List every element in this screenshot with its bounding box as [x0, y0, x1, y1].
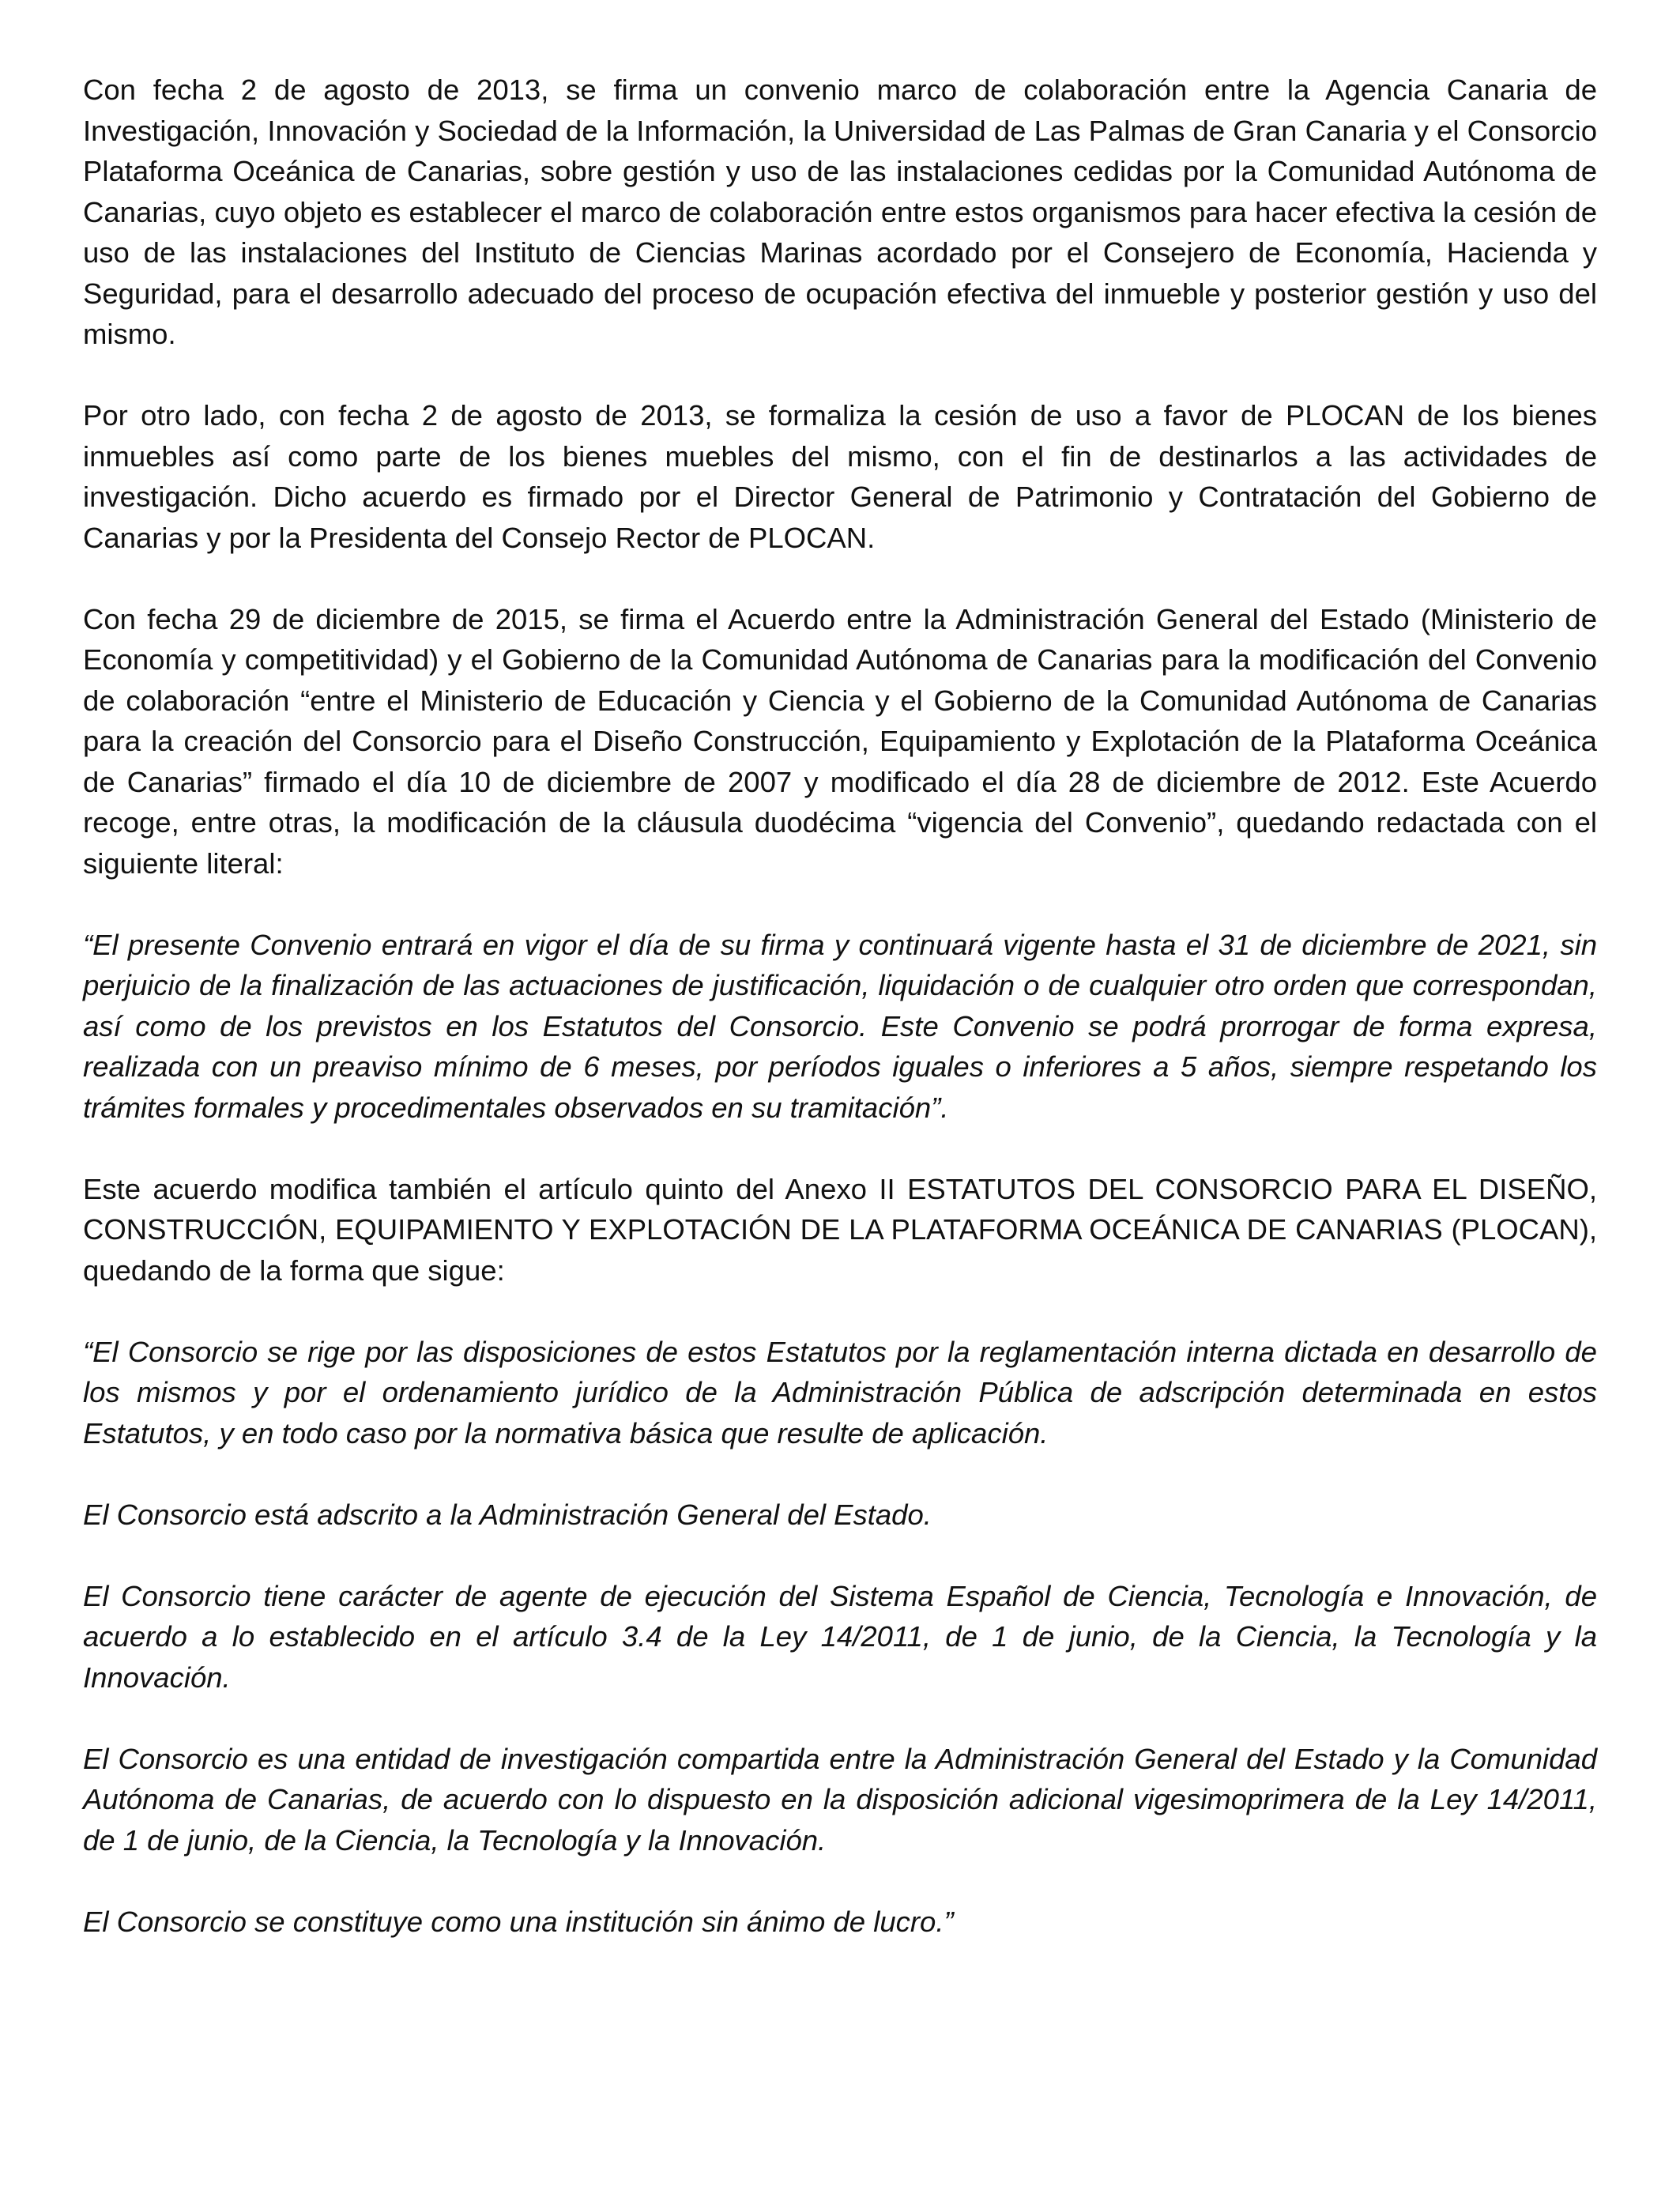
paragraph-cesion-uso: Por otro lado, con fecha 2 de agosto de 2013, se formaliza la cesión de uso a favor de PLOCAN de los bienes inmuebles así como parte de los bienes muebles del mismo, con el fin de destinarlos a las actividades de investigación. Dicho acuerdo es firmado por el Director General de Patrimonio y Contratación del Gobierno de Canarias y por la Presidenta del Consejo Rector de PLOCAN. [83, 399, 1597, 554]
paragraph-modificacion-estatutos: Este acuerdo modifica también el artículo quinto del Anexo II ESTATUTOS DEL CONSORCIO PARA EL DISEÑO, CONSTRUCCIÓN, EQUIPAMIENTO Y EXPLOTACIÓN DE LA PLATAFORMA OCEÁNICA DE CANARIAS (PLOCAN), quedando de la forma que sigue: [83, 1172, 1597, 1287]
document-body [83, 70, 1597, 1983]
quote-sin-animo-lucro: El Consorcio se constituye como una institución sin ánimo de lucro.” [83, 1905, 954, 1938]
quote-entidad-compartida: El Consorcio es una entidad de investigación compartida entre la Administración General del Estado y la Comunidad Autónoma de Canarias, de acuerdo con lo dispuesto en la disposición adicional vigesimoprimera de la Ley 14/2011, de 1 de junio, de la Ciencia, la Tecnología y la Innovación. [83, 1742, 1597, 1857]
quote-agente-ejecucion: El Consorcio tiene carácter de agente de ejecución del Sistema Español de Ciencia, Tecnología e Innovación, de acuerdo a lo establecido en el artículo 3.4 de la Ley 14/2011, de 1 de junio, de la Ciencia, la Tecnología y la Innovación. [83, 1579, 1597, 1694]
paragraph-acuerdo-2015: Con fecha 29 de diciembre de 2015, se firma el Acuerdo entre la Administración General del Estado (Ministerio de Economía y competitividad) y el Gobierno de la Comunidad Autónoma de Canarias para la modificación del Convenio de colaboración “entre el Ministerio de Educación y Ciencia y el Gobierno de la Comunidad Autónoma de Canarias para la creación del Consorcio para el Diseño Construcción, Equipamiento y Explotación de la Plataforma Oceánica de Canarias” firmado el día 10 de diciembre de 2007 y modificado el día 28 de diciembre de 2012. Este Acuerdo recoge, entre otras, la modificación de la cláusula duodécima “vigencia del Convenio”, quedando redactada con el siguiente literal: [83, 602, 1597, 880]
paragraph-convenio-marco: Con fecha 2 de agosto de 2013, se firma un convenio marco de colaboración entre la Agencia Canaria de Investigación, Innovación y Sociedad de la Información, la Universidad de Las Palmas de Gran Canaria y el Consorcio Plataforma Oceánica de Canarias, sobre gestión y uso de las instalaciones cedidas por la Comunidad Autónoma de Canarias, cuyo objeto es establecer el marco de colaboración entre estos organismos para hacer efectiva la cesión de uso de las instalaciones del Instituto de Ciencias Marinas acordado por el Consejero de Economía, Hacienda y Seguridad, para el desarrollo adecuado del proceso de ocupación efectiva del inmueble y posterior gestión y uso del mismo. [83, 74, 1597, 350]
quote-vigencia-convenio: “El presente Convenio entrará en vigor el día de su firma y continuará vigente hasta el 31 de diciembre de 2021, sin perjuicio de la finalización de las actuaciones de justificación, liquidación o de cualquier otro orden que correspondan, así como de los previstos en los Estatutos del Consorcio. Este Convenio se podrá prorrogar de forma expresa, realizada con un preaviso mínimo de 6 meses, por períodos iguales o inferiores a 5 años, siempre respetando los trámites formales y procedimentales observados en su tramitación”. [83, 928, 1597, 1124]
quote-adscripcion: El Consorcio está adscrito a la Administración General del Estado. [83, 1498, 932, 1531]
quote-regimen-juridico: “El Consorcio se rige por las disposiciones de estos Estatutos por la reglamentación interna dictada en desarrollo de los mismos y por el ordenamiento jurídico de la Administración Pública de adscripción determinada en estos Estatutos, y en todo caso por la normativa básica que resulte de aplicación. [83, 1335, 1597, 1449]
